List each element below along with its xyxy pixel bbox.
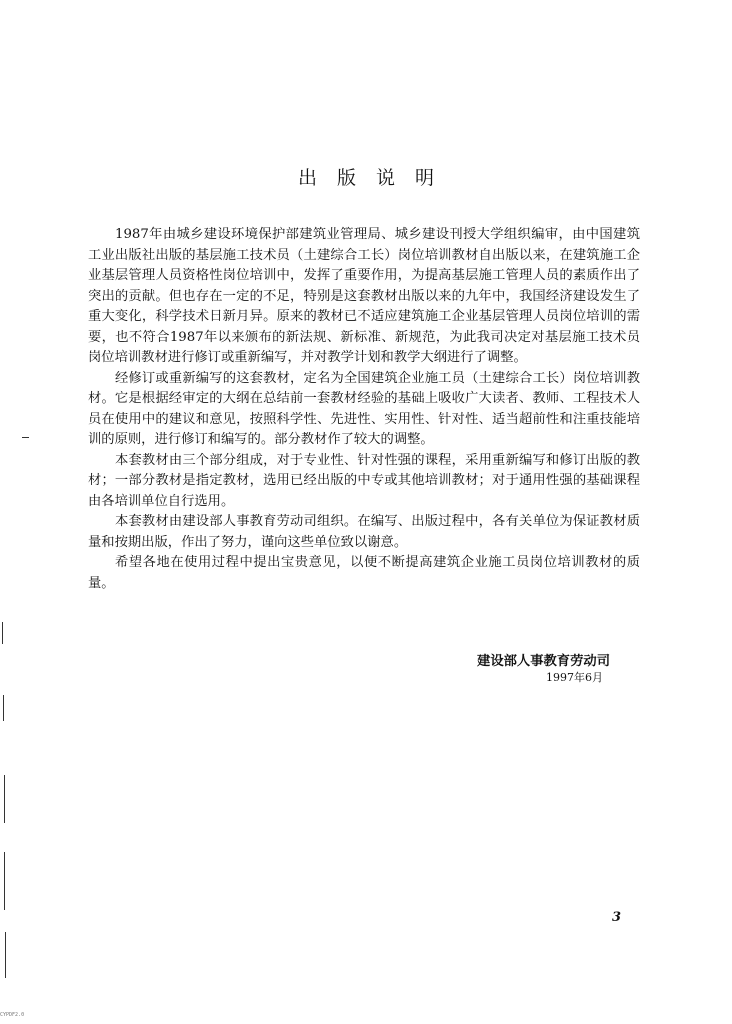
signature: 建设部人事教育劳动司 [477, 654, 610, 669]
page-title: 出版说明 [297, 167, 454, 189]
paragraph-4: 本套教材由建设部人事教育劳动司组织。在编写、出版过程中，各有关单位为保证教材质量和按期出版，作出了努力，谨向这些单位致以谢意。 [88, 514, 640, 550]
footer-code: CYPDF2.0 [0, 1012, 25, 1018]
scan-mark [4, 852, 5, 910]
signature-date: 1997年6月 [546, 671, 603, 684]
paragraph-3: 本套教材由三个部分组成，对于专业性、针对性强的课程，采用重新编写和修订出版的教材；一部分教材是指定教材，选用已经出版的中专或其他培训教材；对于通用性强的基础课程由各培训单位自行选用。 [88, 452, 640, 509]
page-number: 3 [612, 910, 622, 925]
paragraph-5: 希望各地在使用过程中提出宝贵意见，以便不断提高建筑企业施工员岗位培训教材的质量。 [88, 555, 640, 591]
paragraph-2: 经修订或重新编写的这套教材，定名为全国建筑企业施工员（土建综合工长）岗位培训教材。它是根据经审定的大纲在总结前一套教材经验的基础上吸收广大读者、教师、工程技术人员在使用中的建议和意见，按照科学性、先进性、实用性、针对性、适当超前性和注重技能培训的原则，进行修订和编写的。部分教材作了较大的调整。 [88, 370, 640, 447]
scan-mark [2, 622, 3, 644]
body-text [88, 225, 640, 594]
scan-mark [5, 932, 6, 978]
scan-mark [4, 775, 5, 823]
scan-mark [22, 437, 29, 438]
paragraph-1: 1987年由城乡建设环境保护部建筑业管理局、城乡建设刊授大学组织编审，由中国建筑工业出版社出版的基层施工技术员（土建综合工长）岗位培训教材自出版以来，在建筑施工企业基层管理人员资格性岗位培训中，发挥了重要作用，为提高基层施工管理人员的素质作出了突出的贡献。但也存在一定的不足，特别是这套教材出版以来的九年中，我国经济建设发生了重大变化，科学技术日新月异。原来的教材已不适应建筑施工企业基层管理人员岗位培训的需要，也不符合1987年以来颁布的新法规、新标准、新规范，为此我司决定对基层施工技术员岗位培训教材进行修订或重新编写，并对教学计划和教学大纲进行了调整。 [88, 227, 640, 365]
scan-mark [3, 695, 4, 721]
